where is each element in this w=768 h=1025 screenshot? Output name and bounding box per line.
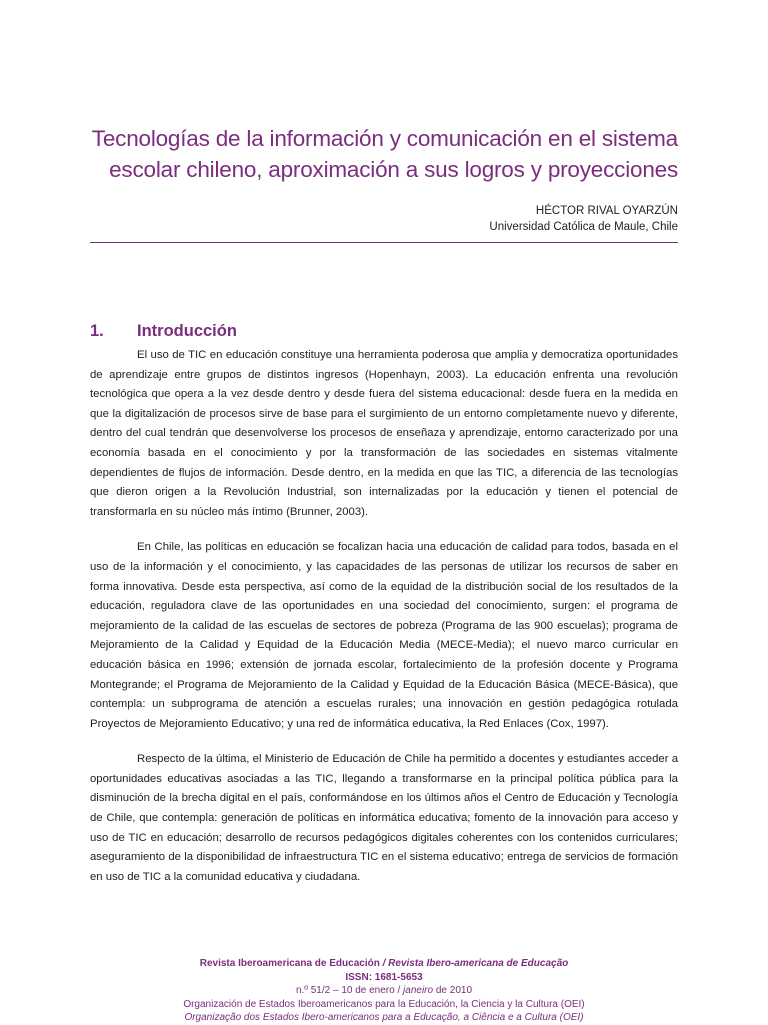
title-divider [90,242,678,243]
section-heading [90,321,237,341]
footer-issue-prefix: n.º 51/2 – 10 de enero / [295,985,404,996]
page-footer [0,957,768,1025]
author-block [489,203,678,235]
paragraph-3: Respecto de la última, el Ministerio de Educación de Chile ha permitido a docentes y estudiantes acceder a oportunidades educativas asociadas a las TIC, llegando a transformarse en la principal política pública para la disminución de la brecha digital en el país, conformándose en los últimos años el Centro de Educación y Tecnología de Chile, que contempla: generación de políticas en informática educativa; fomento de la innovación para acceso y uso de TIC en educación; desarrollo de recursos pedagógicos digitales coherentes con los contenidos curriculares; aseguramiento de la disponibilidad de infraestructura TIC en el sistema educativo; entrega de servicios de formación en uso de TIC a la comunidad educativa y ciudadana. [90,753,678,883]
paragraph-2: En Chile, las políticas en educación se focalizan hacia una educación de calidad para todos, basada en el uso de la información y el conocimiento, y las capacidades de las personas de utilizar los recursos de saber en forma innovativa. Desde esta perspectiva, así como de la equidad de la distribución social de los resultados de la educación, reguladora clave de las oportunidades en una sociedad del conocimiento, surgen: el programa de mejoramiento de la calidad de las escuelas de sectores de pobreza (Programa de las 900 escuelas); programa de Mejoramiento de la Calidad y Equidad de la Educación Media (MECE-Media); el nuevo marco curricular en educación básica en 1996; extensión de jornada escolar, fortalecimiento de la profesión docente y Programa Montegrande; el Programa de Mejoramiento de la Calidad y Equidad de la Educación Básica (MECE-Básica), que contempla: un subprograma de atención a escuelas rurales; una innovación en gestión pedagógica rotulada Proyectos de Mejoramiento Educativo; y una red de informática educativa, la Red Enlaces (Cox, 1997). [90,541,678,730]
footer-journal-line [0,957,768,971]
footer-issue-line [0,984,768,998]
author-affiliation: Universidad Católica de Maule, Chile [489,221,678,233]
section-title: Introducción [137,321,237,340]
article-title [60,123,678,185]
footer-issue-pt-month: janeiro [403,985,434,996]
author-name: HÉCTOR RIVAL OYARZÚN [535,205,678,217]
article-title-line-2: escolar chileno, aproximación a sus logros y proyecciones [109,157,678,183]
footer-journal-separator: / [379,958,389,969]
paragraph-1: El uso de TIC en educación constituye una herramienta poderosa que amplia y democratiza oportunidades de aprendizaje entre grupos de distintos ingresos (Hopenhayn, 2003). La educación enfrenta una revolución tecnológica que opera a la vez desde dentro y desde fuera del sistema educacional: desde fuera en la medida en que la digitalización de procesos sirve de base para el surgimiento de un entorno completamente nuevo y diferente, dentro del cual tendrán que desenvolverse los procesos de enseñaza y aprendizaje, entorno caracterizado por una economía basada en el conocimiento y por la transformación de las sociedades en sistemas vitalmente dependientes de flujos de información. Desde dentro, en la medida en que las TIC, a diferencia de las tecnologías que dieron origen a la Revolución Industrial, son internalizadas por la educación y tienen el potencial de transformarla en su núcleo más íntimo (Brunner, 2003). [90,349,678,518]
footer-journal-pt: Revista Ibero-americana de Educação [388,958,569,969]
footer-issn: ISSN: 1681-5653 [345,971,423,983]
body-text [90,346,678,903]
footer-issue-suffix: de 2010 [433,985,473,996]
footer-journal-es: Revista Iberoamericana de Educación [199,958,380,969]
footer-org-pt: Organização dos Estados Ibero-americanos para a Educação, a Ciência e a Cultura (OEI) [184,1012,584,1023]
footer-org-es: Organización de Estados Iberoamericanos para la Educación, la Ciencia y la Cultura (OEI) [183,998,585,1010]
section-number: 1. [90,321,104,340]
article-title-line-1: Tecnologías de la información y comunicación en el sistema [91,126,678,152]
